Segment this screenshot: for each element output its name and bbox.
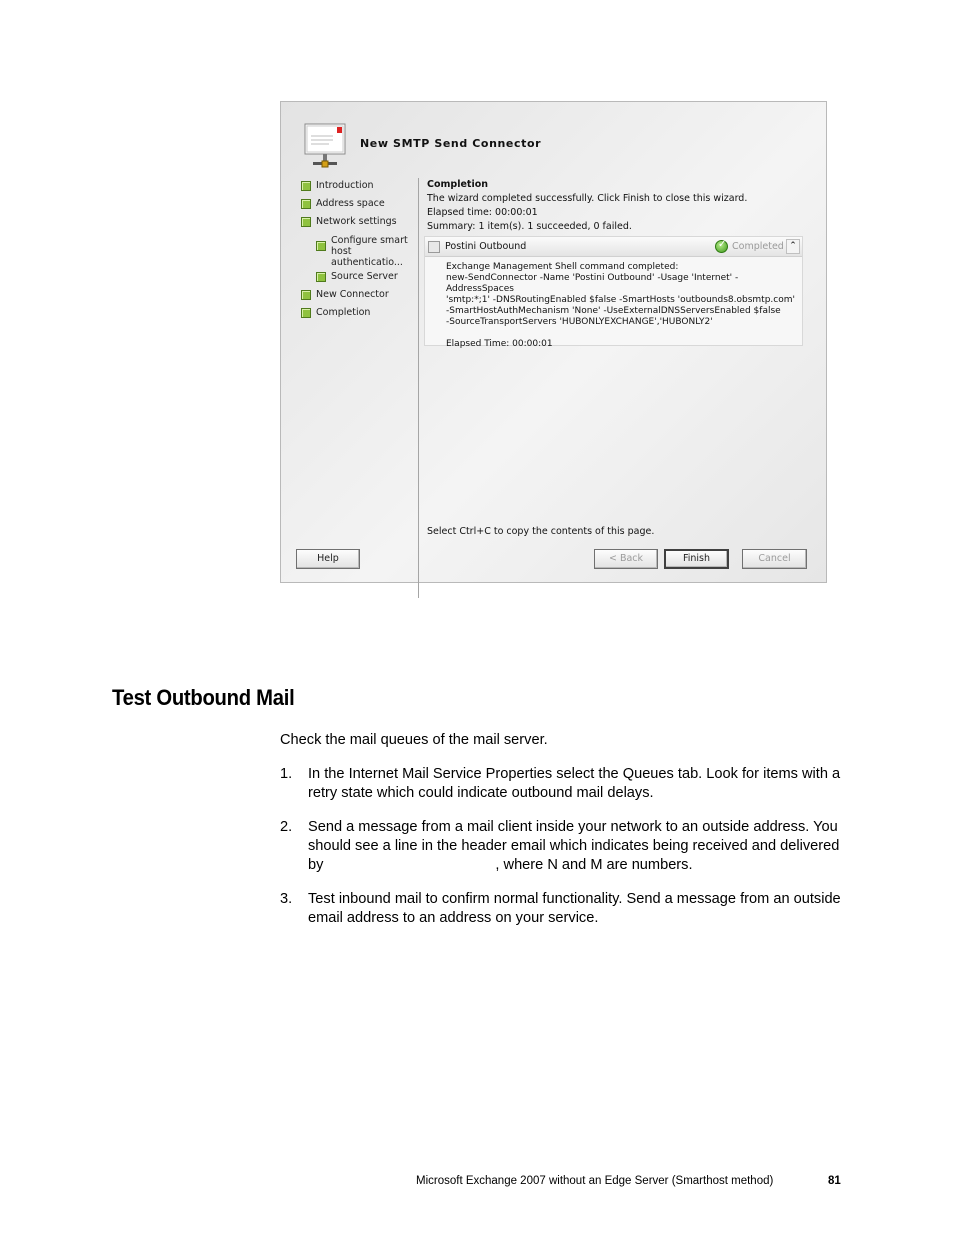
success-check-icon <box>715 240 728 253</box>
wizard-title: New SMTP Send Connector <box>360 137 542 150</box>
footer-title: Microsoft Exchange 2007 without an Edge Server (Smarthost method) <box>416 1175 774 1187</box>
step-complete-icon <box>301 290 311 300</box>
completion-panel <box>427 178 807 234</box>
result-name: Postini Outbound <box>445 241 527 252</box>
copy-hint: Select Ctrl+C to copy the contents of this page. <box>427 526 655 537</box>
result-line: -SmartHostAuthMechanism 'None' -UseExternalDNSServersEnabled $false <box>446 306 781 316</box>
step-complete-icon <box>316 241 326 251</box>
result-line: Exchange Management Shell command completed: <box>446 262 679 272</box>
result-header <box>425 237 802 257</box>
completion-message: The wizard completed successfully. Click Finish to close this wizard. <box>427 193 748 204</box>
list-number: 2. <box>280 819 293 835</box>
help-button[interactable]: Help <box>296 549 360 569</box>
step-source-server: Source Server <box>316 271 398 282</box>
step-configure-smart-host: Configure smart host authenticatio... <box>316 235 416 268</box>
result-elapsed: Elapsed Time: 00:00:01 <box>446 339 553 349</box>
elapsed-time: Elapsed time: 00:00:01 <box>427 207 538 218</box>
list-text: Test inbound mail to confirm normal functionality. Send a message from an outside email address to an address on your service. <box>308 891 841 926</box>
list-number: 1. <box>280 766 293 782</box>
back-button[interactable]: < Back <box>594 549 658 569</box>
finish-button[interactable]: Finish <box>664 549 729 569</box>
step-complete-icon <box>301 217 311 227</box>
step-network-settings: Network settings <box>301 216 397 227</box>
list-number: 3. <box>280 891 293 907</box>
divider <box>418 178 419 598</box>
completion-title: Completion <box>427 179 488 190</box>
connector-icon <box>428 241 440 253</box>
step-complete-icon <box>301 181 311 191</box>
result-line: new-SendConnector -Name 'Postini Outbound' -Usage 'Internet' -AddressSpaces <box>446 273 739 294</box>
result-line: -SourceTransportServers 'HUBONLYEXCHANGE','HUBONLY2' <box>446 317 713 327</box>
step-address-space: Address space <box>301 198 385 209</box>
step-complete-icon <box>301 199 311 209</box>
page-number: 81 <box>828 1175 841 1187</box>
step-complete-icon <box>301 308 311 318</box>
section-heading: Test Outbound Mail <box>112 685 295 710</box>
result-status: Completed <box>732 241 784 252</box>
collapse-chevron-icon[interactable]: ⌃ <box>786 239 800 254</box>
result-panel <box>424 236 803 349</box>
step-complete-icon <box>316 272 326 282</box>
step-new-connector: New Connector <box>301 289 389 300</box>
wizard-screenshot <box>280 101 827 583</box>
send-connector-icon <box>303 122 349 170</box>
summary: Summary: 1 item(s). 1 succeeded, 0 failed. <box>427 221 632 232</box>
intro-paragraph: Check the mail queues of the mail server. <box>280 732 548 748</box>
list-text: In the Internet Mail Service Properties select the Queues tab. Look for items with a retry state which could indicate outbound mail delays. <box>308 766 841 801</box>
list-text: Send a message from a mail client inside your network to an outside address. You should see a line in the header email which indicates being received and delivered by , where N and M are numbers. <box>308 819 840 873</box>
step-introduction: Introduction <box>301 180 374 191</box>
step-completion: Completion <box>301 307 370 318</box>
result-line: 'smtp:*;1' -DNSRoutingEnabled $false -SmartHosts 'outbounds8.obsmtp.com' <box>446 295 795 305</box>
result-details <box>425 257 802 350</box>
cancel-button[interactable]: Cancel <box>742 549 807 569</box>
